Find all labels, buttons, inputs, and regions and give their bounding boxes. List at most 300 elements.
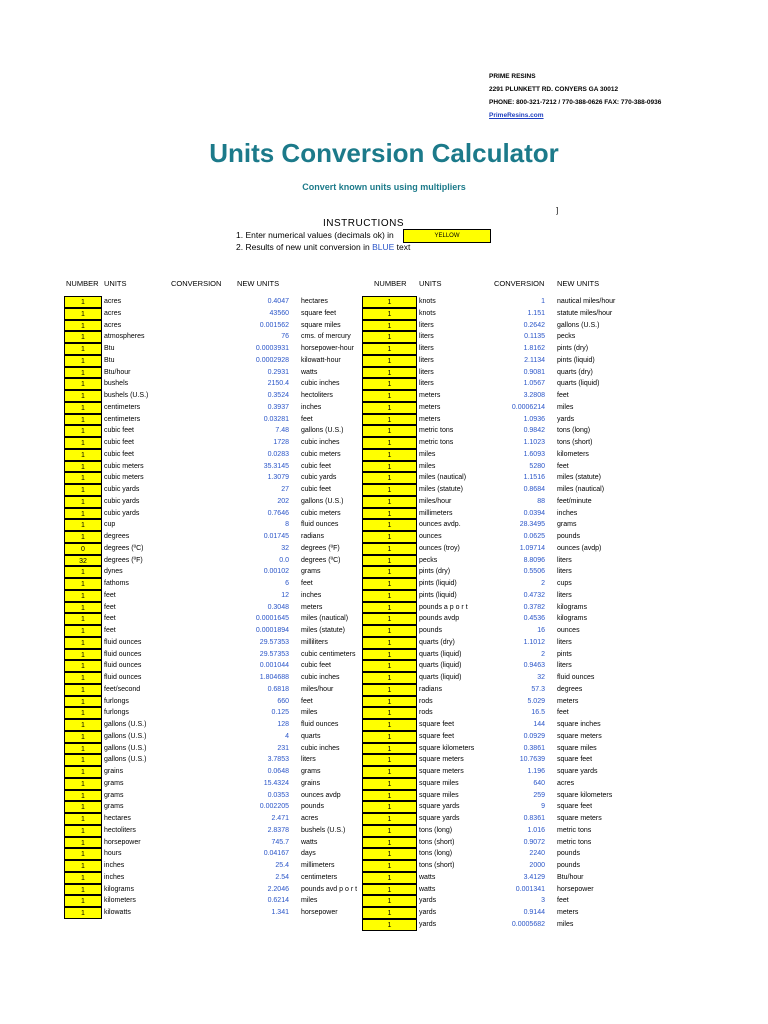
conversion-value: 0.0003931	[255, 345, 289, 352]
number-input-cell[interactable]: 1	[362, 660, 417, 672]
unit-label: acres	[104, 298, 122, 305]
unit-label: miles	[419, 450, 436, 458]
conversion-value: 0.002205	[259, 803, 289, 811]
number-input-cell[interactable]: 1	[64, 895, 102, 907]
conversion-value: 7.48	[275, 427, 289, 435]
unit-label: yards	[419, 909, 437, 916]
conversion-value: 16	[537, 627, 545, 634]
number-input-cell[interactable]: 1	[362, 743, 417, 755]
number-input-cell[interactable]: 1	[64, 414, 102, 426]
new-unit-label: grams	[301, 568, 321, 576]
unit-label: pints (liquid)	[419, 591, 457, 599]
number-input-cell[interactable]: 1	[64, 778, 102, 790]
unit-label: centimeters	[104, 403, 141, 411]
number-input-cell[interactable]: 1	[362, 649, 417, 661]
conversion-value: 0.4732	[523, 591, 545, 599]
new-unit-label: horsepower	[557, 885, 594, 893]
number-input-cell[interactable]: 1	[64, 801, 102, 813]
number-input-cell[interactable]: 1	[64, 367, 102, 379]
number-input-cell[interactable]: 1	[64, 684, 102, 696]
number-input-cell[interactable]: 0	[64, 543, 102, 555]
number-input-cell[interactable]: 1	[362, 707, 417, 719]
number-input-cell[interactable]: 1	[362, 672, 417, 684]
new-unit-label: millimeters	[301, 862, 335, 869]
number-input-cell[interactable]: 1	[362, 602, 417, 614]
number-input-cell[interactable]: 1	[362, 320, 417, 332]
unit-label: meters	[419, 392, 441, 399]
number-input-cell[interactable]: 1	[362, 437, 417, 449]
table-row	[362, 543, 742, 555]
new-unit-label: fluid ounces	[557, 674, 595, 681]
conversion-value: 35.3145	[263, 462, 289, 470]
number-input-cell[interactable]: 1	[362, 555, 417, 567]
table-row	[362, 637, 742, 649]
unit-label: gallons (U.S.)	[104, 732, 147, 740]
conversion-value: 9	[541, 803, 545, 811]
new-unit-label: ounces avdp	[301, 791, 341, 799]
number-input-cell[interactable]: 1	[362, 837, 417, 849]
number-input-cell[interactable]: 1	[64, 331, 102, 343]
number-input-cell[interactable]: 1	[362, 696, 417, 708]
new-unit-label: feet	[557, 897, 569, 905]
company-website-link[interactable]: PrimeResins.com	[489, 112, 544, 119]
new-unit-label: feet	[301, 697, 313, 705]
conversion-value: 1.1516	[523, 474, 545, 482]
unit-label: degrees (ºF)	[104, 556, 143, 564]
number-input-cell[interactable]: 1	[64, 461, 102, 473]
table-row	[362, 355, 742, 367]
new-unit-label: metric tons	[557, 826, 592, 834]
page-subtitle: Convert known units using multipliers	[302, 182, 466, 192]
new-unit-label: miles (statute)	[557, 474, 601, 482]
number-input-cell[interactable]: 1	[362, 543, 417, 555]
number-input-cell[interactable]: 1	[362, 790, 417, 802]
header-number-right: NUMBER	[374, 279, 407, 288]
number-input-cell[interactable]: 1	[64, 578, 102, 590]
number-input-cell[interactable]: 1	[362, 613, 417, 625]
unit-label: feet	[104, 615, 116, 623]
unit-label: centimeters	[104, 415, 141, 423]
new-unit-label: cubic inches	[301, 439, 340, 446]
new-unit-label: acres	[557, 779, 575, 787]
instruction-blue-word: BLUE	[372, 242, 395, 252]
table-row	[362, 449, 742, 461]
conversion-value: 5.029	[527, 697, 545, 705]
unit-label: feet	[104, 627, 116, 634]
table-row	[362, 837, 742, 849]
number-input-cell[interactable]: 1	[64, 390, 102, 402]
conversion-value: 0.01745	[263, 533, 289, 540]
unit-label: pounds avdp	[419, 615, 460, 623]
conversion-value: 0.0929	[523, 732, 545, 740]
new-unit-label: yards	[557, 415, 575, 423]
unit-label: bushels (U.S.)	[104, 392, 149, 399]
number-input-cell[interactable]: 1	[362, 766, 417, 778]
new-unit-label: feet/minute	[557, 497, 592, 505]
conversion-value: 1.016	[527, 826, 545, 834]
number-input-cell[interactable]: 1	[362, 378, 417, 390]
table-row	[362, 308, 742, 320]
conversion-value: 1.196	[527, 768, 545, 775]
unit-label: degrees	[104, 533, 130, 540]
unit-label: feet	[104, 591, 116, 599]
new-unit-label: pints (liquid)	[557, 356, 595, 364]
number-input-cell[interactable]: 1	[362, 331, 417, 343]
new-unit-label: cubic yards	[301, 474, 337, 482]
new-unit-label: meters	[301, 603, 323, 611]
number-input-cell[interactable]: 1	[362, 637, 417, 649]
table-row	[362, 743, 742, 755]
conversion-value: 202	[277, 497, 289, 505]
new-unit-label: watts	[301, 838, 318, 846]
unit-label: Btu/hour	[104, 368, 131, 376]
unit-label: square yards	[419, 803, 460, 811]
conversion-value: 32	[537, 674, 545, 681]
number-input-cell[interactable]: 1	[64, 320, 102, 332]
number-input-cell[interactable]: 1	[64, 531, 102, 543]
conversion-value: 0.3861	[523, 744, 545, 752]
conversion-value: 8	[285, 521, 289, 529]
conversion-value: 2240	[529, 850, 545, 858]
table-row	[362, 296, 742, 308]
new-unit-label: cubic feet	[301, 662, 331, 670]
number-input-cell[interactable]: 1	[64, 566, 102, 578]
conversion-value: 0.0283	[267, 450, 289, 458]
number-input-cell[interactable]: 1	[64, 813, 102, 825]
table-row	[362, 590, 742, 602]
number-input-cell[interactable]: 1	[64, 519, 102, 531]
company-address: 2291 PLUNKETT RD. CONYERS GA 30012	[489, 86, 619, 93]
number-input-cell[interactable]: 1	[362, 719, 417, 731]
new-unit-label: fluid ounces	[301, 521, 339, 529]
new-unit-label: cubic centimeters	[301, 650, 356, 658]
conversion-value: 0.3524	[267, 392, 289, 399]
number-input-cell[interactable]: 1	[362, 778, 417, 790]
number-input-cell[interactable]: 1	[362, 472, 417, 484]
unit-label: Btu	[104, 356, 115, 364]
number-input-cell[interactable]: 1	[362, 566, 417, 578]
new-unit-label: kilograms	[557, 615, 587, 623]
new-unit-label: liters	[557, 591, 572, 599]
number-input-cell[interactable]: 1	[362, 872, 417, 884]
new-unit-label: miles	[557, 920, 574, 928]
conversion-value: 128	[277, 721, 289, 728]
new-unit-label: cms. of mercury	[301, 333, 351, 341]
number-input-cell[interactable]: 1	[64, 884, 102, 896]
number-input-cell[interactable]: 1	[64, 649, 102, 661]
number-input-cell[interactable]: 1	[64, 707, 102, 719]
unit-label: grains	[104, 768, 124, 775]
number-input-cell[interactable]: 1	[362, 508, 417, 520]
number-input-cell[interactable]: 1	[362, 625, 417, 637]
table-row	[362, 813, 742, 825]
new-unit-label: liters	[557, 556, 572, 564]
conversion-value: 0.001341	[515, 885, 545, 893]
number-input-cell[interactable]: 1	[64, 449, 102, 461]
unit-label: pounds a p o r t	[419, 603, 468, 611]
number-input-cell[interactable]: 1	[362, 907, 417, 919]
number-input-cell[interactable]: 1	[64, 378, 102, 390]
conversion-value: 0.0394	[523, 509, 545, 517]
number-input-cell[interactable]: 1	[362, 461, 417, 473]
yellow-label-box: YELLOW	[403, 229, 491, 243]
new-unit-label: square inches	[557, 721, 601, 728]
unit-label: rods	[419, 709, 433, 717]
number-input-cell[interactable]: 1	[362, 367, 417, 379]
number-input-cell[interactable]: 1	[362, 590, 417, 602]
number-input-cell[interactable]: 1	[362, 531, 417, 543]
new-unit-label: liters	[557, 662, 572, 670]
table-row	[362, 672, 742, 684]
number-input-cell[interactable]: 1	[362, 919, 417, 931]
new-unit-label: liters	[557, 568, 572, 576]
number-input-cell[interactable]: 1	[64, 766, 102, 778]
number-input-cell[interactable]: 1	[64, 296, 102, 308]
conversion-value: 0.2642	[523, 321, 545, 329]
unit-label: square yards	[419, 815, 460, 822]
number-input-cell[interactable]: 1	[362, 308, 417, 320]
number-input-cell[interactable]: 1	[362, 343, 417, 355]
number-input-cell[interactable]: 1	[64, 672, 102, 684]
number-input-cell[interactable]: 1	[64, 437, 102, 449]
unit-label: acres	[104, 321, 122, 329]
number-input-cell[interactable]: 1	[362, 884, 417, 896]
conversion-value: 0.0002928	[255, 356, 289, 364]
unit-label: tons (long)	[419, 850, 453, 858]
table-row	[362, 825, 742, 837]
new-unit-label: feet	[301, 580, 313, 587]
new-unit-label: bushels (U.S.)	[301, 826, 346, 834]
conversion-value: 0.8684	[523, 486, 545, 493]
unit-label: square kilometers	[419, 744, 475, 752]
conversion-value: 29.57353	[259, 638, 289, 646]
unit-label: square meters	[419, 756, 464, 764]
conversion-value: 0.03281	[263, 415, 289, 423]
unit-label: cubic meters	[104, 462, 144, 470]
header-number-left: NUMBER	[66, 279, 99, 288]
number-input-cell[interactable]: 1	[362, 496, 417, 508]
new-unit-label: miles (nautical)	[301, 615, 349, 623]
number-input-cell[interactable]: 1	[64, 907, 102, 919]
conversion-value: 0.6818	[267, 685, 289, 693]
table-row	[362, 707, 742, 719]
unit-label: Btu	[104, 345, 115, 352]
number-input-cell[interactable]: 1	[64, 602, 102, 614]
table-row	[362, 472, 742, 484]
table-row	[362, 860, 742, 872]
number-input-cell[interactable]: 1	[362, 449, 417, 461]
conversion-value: 231	[277, 744, 289, 752]
new-unit-label: square feet	[301, 309, 337, 317]
table-row	[362, 613, 742, 625]
conversion-value: 0.04167	[263, 850, 289, 858]
unit-label: meters	[419, 415, 441, 423]
new-unit-label: milliliters	[301, 638, 328, 646]
unit-label: square feet	[419, 732, 455, 740]
table-row	[362, 848, 742, 860]
conversion-value: 259	[533, 791, 545, 799]
number-input-cell[interactable]: 1	[362, 684, 417, 696]
conversion-value: 1.09714	[519, 544, 545, 552]
conversion-value: 0.9463	[523, 662, 545, 670]
new-unit-label: ounces (avdp)	[557, 544, 602, 552]
table-row	[362, 343, 742, 355]
unit-label: gallons (U.S.)	[104, 721, 147, 728]
table-row	[362, 919, 742, 931]
unit-label: miles (nautical)	[419, 474, 467, 482]
new-unit-label: cubic inches	[301, 744, 340, 752]
unit-label: quarts (liquid)	[419, 662, 462, 670]
number-input-cell[interactable]: 1	[64, 637, 102, 649]
table-row	[362, 696, 742, 708]
number-input-cell[interactable]: 1	[64, 825, 102, 837]
instruction-line-2-suffix: text	[394, 242, 411, 252]
number-input-cell[interactable]: 1	[64, 754, 102, 766]
unit-label: liters	[419, 356, 434, 364]
number-input-cell[interactable]: 1	[362, 402, 417, 414]
conversion-value: 3.7853	[267, 756, 289, 764]
conversion-value: 0.0353	[267, 791, 289, 799]
number-input-cell[interactable]: 1	[64, 696, 102, 708]
number-input-cell[interactable]: 1	[362, 414, 417, 426]
unit-label: rods	[419, 697, 433, 705]
new-unit-label: square feet	[557, 756, 593, 764]
number-input-cell[interactable]: 1	[64, 590, 102, 602]
conversion-value: 76	[281, 333, 289, 341]
table-row	[362, 684, 742, 696]
unit-label: liters	[419, 368, 434, 376]
conversion-table-right	[362, 296, 742, 931]
number-input-cell[interactable]: 1	[362, 731, 417, 743]
number-input-cell[interactable]: 1	[362, 848, 417, 860]
conversion-value: 0.0005682	[511, 920, 545, 928]
instruction-line-2-prefix: 2. Results of new unit conversion in	[236, 242, 373, 252]
unit-label: fluid ounces	[104, 650, 142, 658]
number-input-cell[interactable]: 1	[362, 801, 417, 813]
number-input-cell[interactable]: 1	[64, 719, 102, 731]
unit-label: meters	[419, 403, 441, 411]
conversion-value: 88	[537, 497, 545, 505]
new-unit-label: meters	[557, 909, 579, 916]
unit-label: furlongs	[104, 697, 129, 705]
table-row	[362, 496, 742, 508]
header-conversion-right: CONVERSION	[494, 279, 545, 288]
conversion-value: 1.1012	[523, 638, 545, 646]
unit-label: quarts (liquid)	[419, 674, 462, 681]
conversion-value: 0.3782	[523, 603, 545, 611]
unit-label: quarts (liquid)	[419, 650, 462, 658]
unit-label: square meters	[419, 768, 464, 775]
new-unit-label: cups	[557, 580, 572, 587]
number-input-cell[interactable]: 1	[64, 731, 102, 743]
conversion-value: 745.7	[271, 838, 289, 846]
new-unit-label: pounds	[557, 862, 580, 869]
new-unit-label: pints (dry)	[557, 345, 589, 352]
conversion-value: 2.54	[275, 873, 289, 881]
number-input-cell[interactable]: 1	[362, 484, 417, 496]
table-row	[362, 555, 742, 567]
conversion-value: 0.5506	[523, 568, 545, 576]
number-input-cell[interactable]: 1	[362, 825, 417, 837]
number-input-cell[interactable]: 1	[64, 743, 102, 755]
number-input-cell[interactable]: 1	[64, 496, 102, 508]
new-unit-label: kilograms	[557, 603, 587, 611]
new-unit-label: square yards	[557, 768, 598, 775]
number-input-cell[interactable]: 32	[64, 555, 102, 567]
number-input-cell[interactable]: 1	[64, 425, 102, 437]
conversion-value: 25.4	[275, 862, 289, 869]
number-input-cell[interactable]: 1	[64, 508, 102, 520]
number-input-cell[interactable]: 1	[64, 484, 102, 496]
number-input-cell[interactable]: 1	[64, 660, 102, 672]
unit-label: fluid ounces	[104, 662, 142, 670]
page-title: Units Conversion Calculator	[209, 138, 559, 168]
table-row	[362, 790, 742, 802]
instruction-line-1: 1. Enter numerical values (decimals ok) in	[236, 230, 394, 240]
conversion-value: 1.151	[527, 309, 545, 317]
conversion-value: 1.0936	[523, 415, 545, 423]
new-unit-label: tons (short)	[557, 439, 593, 446]
table-row	[362, 425, 742, 437]
table-row	[362, 766, 742, 778]
number-input-cell[interactable]: 1	[362, 578, 417, 590]
conversion-value: 57.3	[531, 685, 545, 693]
number-input-cell[interactable]: 1	[64, 872, 102, 884]
number-input-cell[interactable]: 1	[64, 848, 102, 860]
table-row	[362, 320, 742, 332]
new-unit-label: feet	[557, 462, 569, 470]
conversion-value: 10.7639	[519, 756, 545, 764]
new-unit-label: statute miles/hour	[557, 309, 613, 317]
table-row	[362, 602, 742, 614]
number-input-cell[interactable]: 1	[64, 402, 102, 414]
table-row	[362, 437, 742, 449]
number-input-cell[interactable]: 1	[362, 355, 417, 367]
number-input-cell[interactable]: 1	[362, 390, 417, 402]
number-input-cell[interactable]: 1	[64, 837, 102, 849]
number-input-cell[interactable]: 1	[362, 754, 417, 766]
number-input-cell[interactable]: 1	[362, 296, 417, 308]
number-input-cell[interactable]: 1	[64, 790, 102, 802]
number-input-cell[interactable]: 1	[64, 613, 102, 625]
conversion-value: 0.0001894	[255, 627, 289, 634]
conversion-value: 0.4047	[267, 298, 289, 305]
unit-label: fluid ounces	[104, 638, 142, 646]
number-input-cell[interactable]: 1	[64, 343, 102, 355]
number-input-cell[interactable]: 1	[64, 355, 102, 367]
new-unit-label: square meters	[557, 732, 602, 740]
conversion-value: 1	[541, 298, 545, 305]
number-input-cell[interactable]: 1	[64, 308, 102, 320]
new-unit-label: meters	[557, 697, 579, 705]
number-input-cell[interactable]: 1	[362, 519, 417, 531]
number-input-cell[interactable]: 1	[64, 860, 102, 872]
new-unit-label: centimeters	[301, 873, 338, 881]
unit-label: cubic feet	[104, 439, 134, 446]
conversion-value: 3.4129	[523, 873, 545, 881]
unit-label: watts	[419, 885, 436, 893]
number-input-cell[interactable]: 1	[64, 472, 102, 484]
number-input-cell[interactable]: 1	[362, 813, 417, 825]
unit-label: ounces avdp.	[419, 521, 461, 529]
conversion-value: 1.1023	[523, 439, 545, 446]
number-input-cell[interactable]: 1	[362, 425, 417, 437]
unit-label: ounces	[419, 533, 442, 540]
number-input-cell[interactable]: 1	[362, 895, 417, 907]
number-input-cell[interactable]: 1	[64, 625, 102, 637]
number-input-cell[interactable]: 1	[362, 860, 417, 872]
conversion-value: 1.341	[271, 909, 289, 916]
